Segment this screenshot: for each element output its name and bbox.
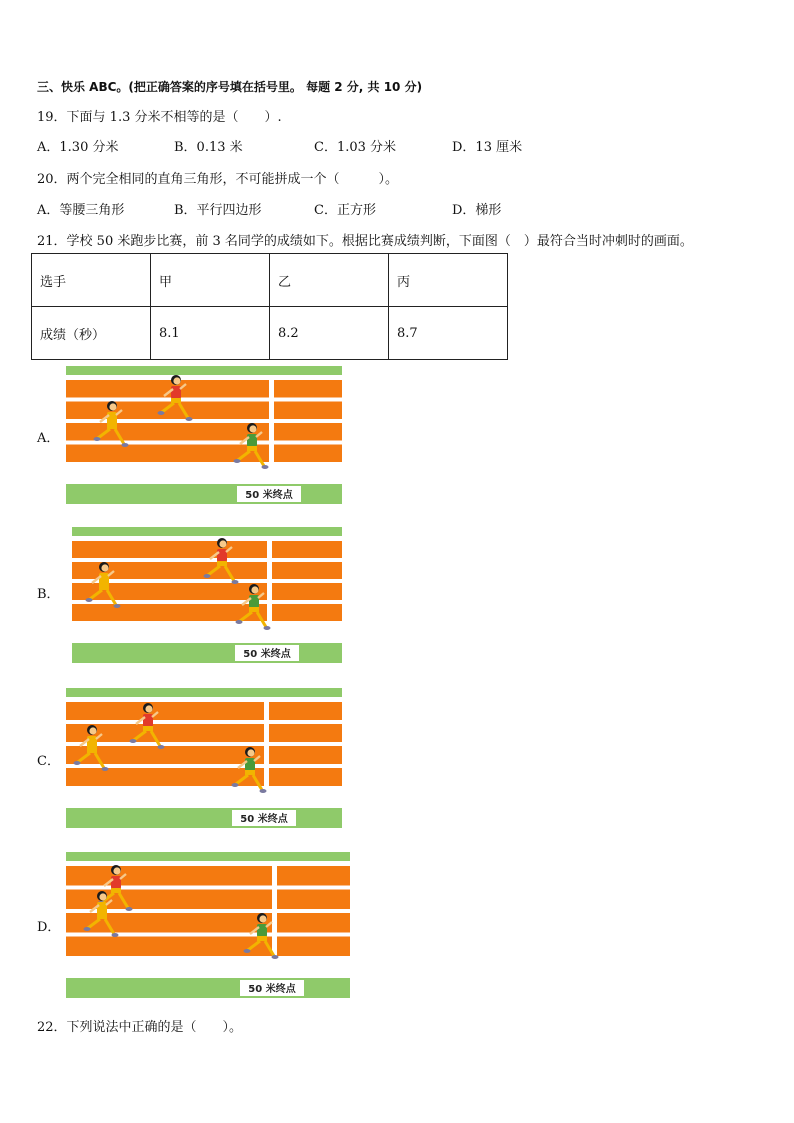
pic-c-grass-bottom [66,808,342,828]
pic-d-lane [66,890,350,910]
pic-a-finish-line [269,378,274,464]
pic-b-grass-top [72,527,342,536]
section-heading: 三、快乐 ABC。(把正确答案的序号填在括号里。 每题 2 分, 共 10 分) [37,80,423,94]
pic-b-lane [72,541,342,558]
pic-b-grass-bottom [72,643,342,663]
table-cell: 8.7 [389,307,508,360]
option-d-label: D． [37,920,61,935]
q20-option-b: B．平行四边形 [174,203,262,218]
q19-option-d: D．13 厘米 [452,140,523,155]
table-cell: 乙 [270,254,389,307]
q20-option-a: A．等腰三角形 [37,203,125,218]
pic-c-lane [66,702,342,720]
pic-d-finish-line [272,864,277,958]
pic-d-lane [66,937,350,957]
question-20-options [37,199,737,217]
q19-option-c: C．1.03 分米 [314,140,397,155]
table-cell: 丙 [389,254,508,307]
question-21-stem: 21．学校 50 米跑步比赛，前 3 名同学的成绩如下。根据比赛成绩判断，下面图（ ）最符合当时冲刺时的画面。 [37,234,693,249]
pic-c-finish-label: 50 米终点 [240,814,288,825]
table-cell: 甲 [151,254,270,307]
question-20-stem: 20．两个完全相同的直角三角形，不可能拼成一个（ ）。 [37,172,399,187]
pic-b-lane [72,604,342,621]
table-cell: 8.2 [270,307,389,360]
table-row [32,254,508,307]
track-picture-d [66,852,350,998]
pic-c-grass-top [66,688,342,697]
track-picture-a [66,366,342,504]
q20-option-d: D．梯形 [452,203,502,218]
pic-d-grass-bottom [66,978,350,998]
pic-d-grass-top [66,852,350,861]
pic-a-lane [66,380,342,398]
pic-a-lane [66,445,342,463]
pic-c-finish-line [264,700,269,788]
pic-a-grass-top [66,366,342,375]
question-19-stem: 19．下面与 1.3 分米不相等的是（ ）. [37,110,282,125]
table-row [32,307,508,360]
q20-option-c: C．正方形 [314,203,376,218]
pic-c-lane [66,746,342,764]
option-a-label: A． [37,431,60,446]
pic-c-lane [66,724,342,742]
results-table [31,253,508,360]
option-b-label: B． [37,587,60,602]
table-cell: 8.1 [151,307,270,360]
table-cell: 成绩（秒） [32,307,151,360]
pic-b-finish-line [267,539,272,623]
table-cell: 选手 [32,254,151,307]
q19-option-a: A．1.30 分米 [37,140,119,155]
track-picture-b [72,527,342,663]
option-c-label: C． [37,754,60,769]
question-22-stem: 22．下列说法中正确的是（ ）。 [37,1020,243,1035]
pic-c-lane [66,768,342,786]
q19-option-b: B．0.13 米 [174,140,243,155]
track-picture-c [66,688,342,828]
pic-b-finish-label: 50 米终点 [243,649,291,660]
pic-a-finish-label: 50 米终点 [245,490,293,501]
question-19-options [37,136,737,154]
pic-d-finish-label: 50 米终点 [248,984,296,995]
